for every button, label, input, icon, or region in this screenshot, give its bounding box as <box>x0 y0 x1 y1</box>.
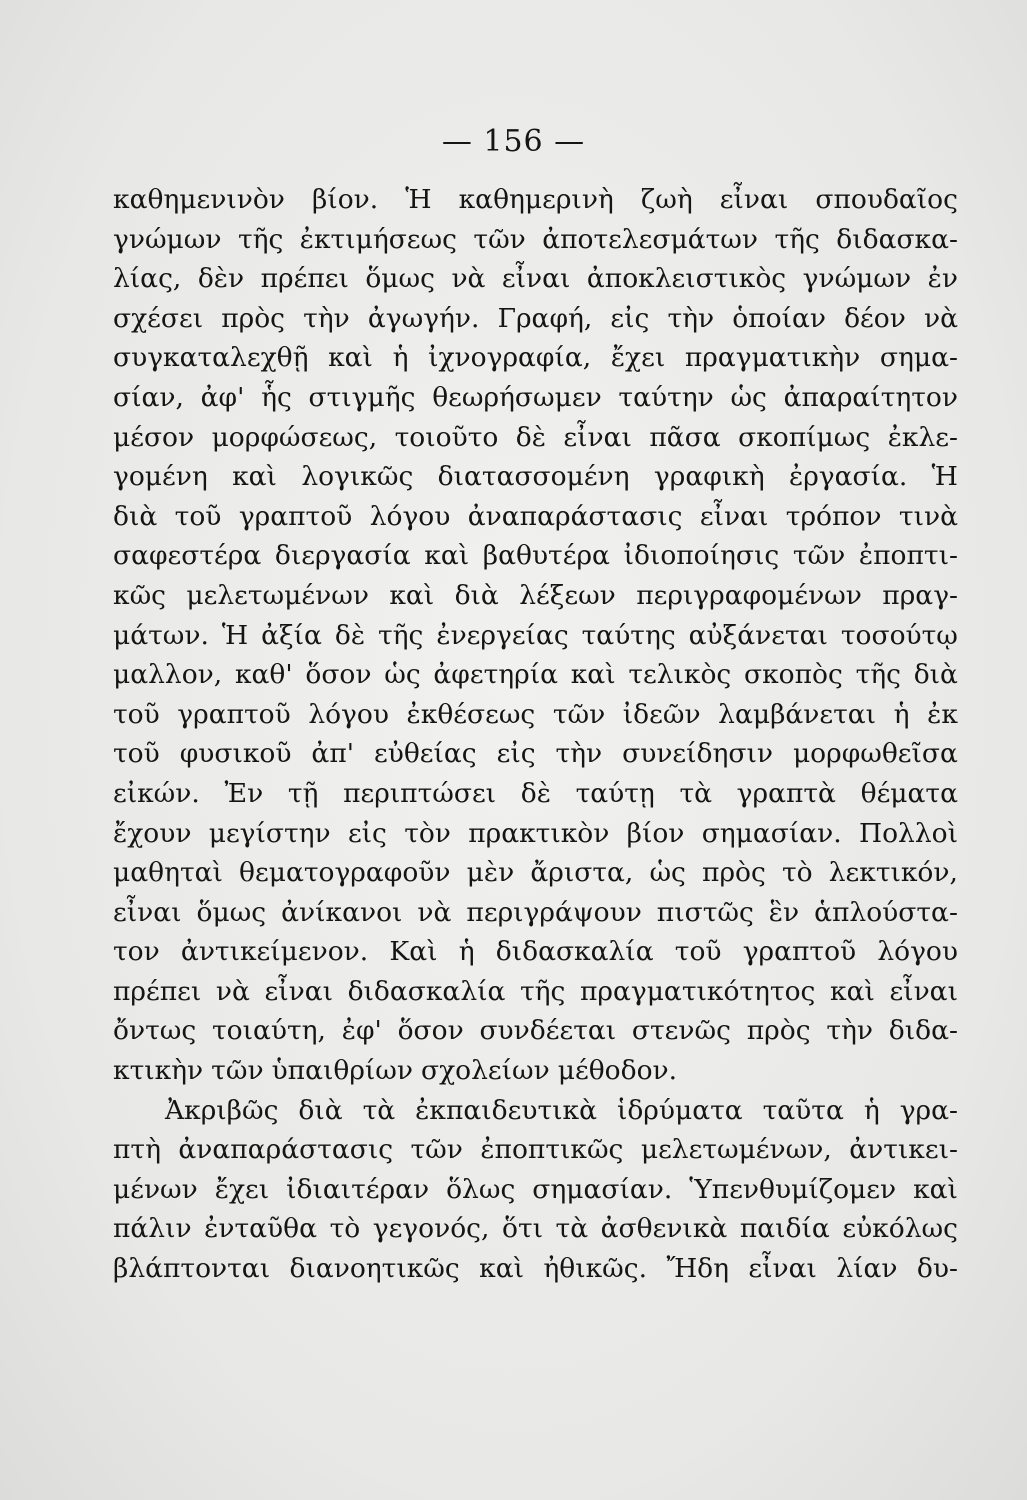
page-number: — 156 — <box>441 124 586 159</box>
text-line: γομένη καὶ λογικῶς διατασσομένη γραφικὴ ἐργασία. Ἡ <box>113 461 958 493</box>
text-line: σαφεστέρα διεργασία καὶ βαθυτέρα ἰδιοποίησις τῶν ἐποπτι- <box>113 540 958 572</box>
text-line: μέσον μορφώσεως, τοιοῦτο δὲ εἶναι πᾶσα σκοπίμως ἐκλε- <box>113 421 958 453</box>
text-line: μαλλον, καθ' ὅσον ὡς ἀφετηρία καὶ τελικὸς σκοπὸς τῆς διὰ <box>113 659 958 691</box>
text-line: μένων ἔχει ἰδιαιτέραν ὅλως σημασίαν. Ὑπενθυμίζομεν καὶ <box>113 1173 958 1205</box>
text-line: πρέπει νὰ εἶναι διδασκαλία τῆς πραγματικότητος καὶ εἶναι <box>113 975 958 1007</box>
text-line: πτὴ ἀναπαράστασις τῶν ἐποπτικῶς μελετωμένων, ἀντικει- <box>113 1134 958 1166</box>
text-line: τοῦ γραπτοῦ λόγου ἐκθέσεως τῶν ἰδεῶν λαμβάνεται ἡ ἐκ <box>113 698 958 730</box>
text-line: εἰκών. Ἐν τῇ περιπτώσει δὲ ταύτῃ τὰ γραπτὰ θέματα <box>113 777 958 809</box>
text-line: κῶς μελετωμένων καὶ διὰ λέξεων περιγραφομένων πραγ- <box>113 579 958 611</box>
text-line: σχέσει πρὸς τὴν ἀγωγήν. Γραφή, εἰς τὴν ὁποίαν δέον νὰ <box>113 302 958 334</box>
text-line: μαθηταὶ θεματογραφοῦν μὲν ἄριστα, ὡς πρὸς τὸ λεκτικόν, <box>113 857 958 889</box>
text-line: βλάπτονται διανοητικῶς καὶ ἠθικῶς. Ἤδη εἶναι λίαν δυ- <box>113 1253 958 1285</box>
body-text <box>113 180 958 1289</box>
text-line: Ἀκριβῶς διὰ τὰ ἐκπαιδευτικὰ ἱδρύματα ταῦτα ἡ γρα- <box>165 1094 958 1126</box>
text-line: κτικὴν τῶν ὑπαιθρίων σχολείων μέθοδον. <box>113 1055 678 1087</box>
text-line: λίας, δὲν πρέπει ὅμως νὰ εἶναι ἀποκλειστικὸς γνώμων ἐν <box>113 263 958 295</box>
text-line: εἶναι ὅμως ἀνίκανοι νὰ περιγράψουν πιστῶς ἓν ἁπλούστα- <box>113 896 958 928</box>
text-line: συγκαταλεχθῇ καὶ ἡ ἰχνογραφία, ἔχει πραγματικὴν σημα- <box>113 342 958 374</box>
text-line: μάτων. Ἡ ἀξία δὲ τῆς ἐνεργείας ταύτης αὐξάνεται τοσούτῳ <box>113 619 958 651</box>
text-line: σίαν, ἀφ' ἧς στιγμῆς θεωρήσωμεν ταύτην ὡς ἀπαραίτητον <box>113 381 958 413</box>
text-line: καθημενινὸν βίον. Ἡ καθημερινὴ ζωὴ εἶναι σπουδαῖος <box>113 184 958 215</box>
text-line: ὄντως τοιαύτη, ἐφ' ὅσον συνδέεται στενῶς πρὸς τὴν διδα- <box>113 1015 958 1047</box>
text-line: γνώμων τῆς ἐκτιμήσεως τῶν ἀποτελεσμάτων τῆς διδασκα- <box>113 223 958 255</box>
text-line: ἔχουν μεγίστην εἰς τὸν πρακτικὸν βίον σημασίαν. Πολλοὶ <box>113 817 958 849</box>
text-line: τον ἀντικείμενον. Καὶ ἡ διδασκαλία τοῦ γραπτοῦ λόγου <box>113 936 958 968</box>
text-line: τοῦ φυσικοῦ ἀπ' εὐθείας εἰς τὴν συνείδησιν μορφωθεῖσα <box>113 738 958 770</box>
text-line: πάλιν ἐνταῦθα τὸ γεγονός, ὅτι τὰ ἀσθενικὰ παιδία εὐκόλως <box>113 1213 958 1245</box>
text-line: διὰ τοῦ γραπτοῦ λόγου ἀναπαράστασις εἶναι τρόπον τινὰ <box>113 500 958 532</box>
